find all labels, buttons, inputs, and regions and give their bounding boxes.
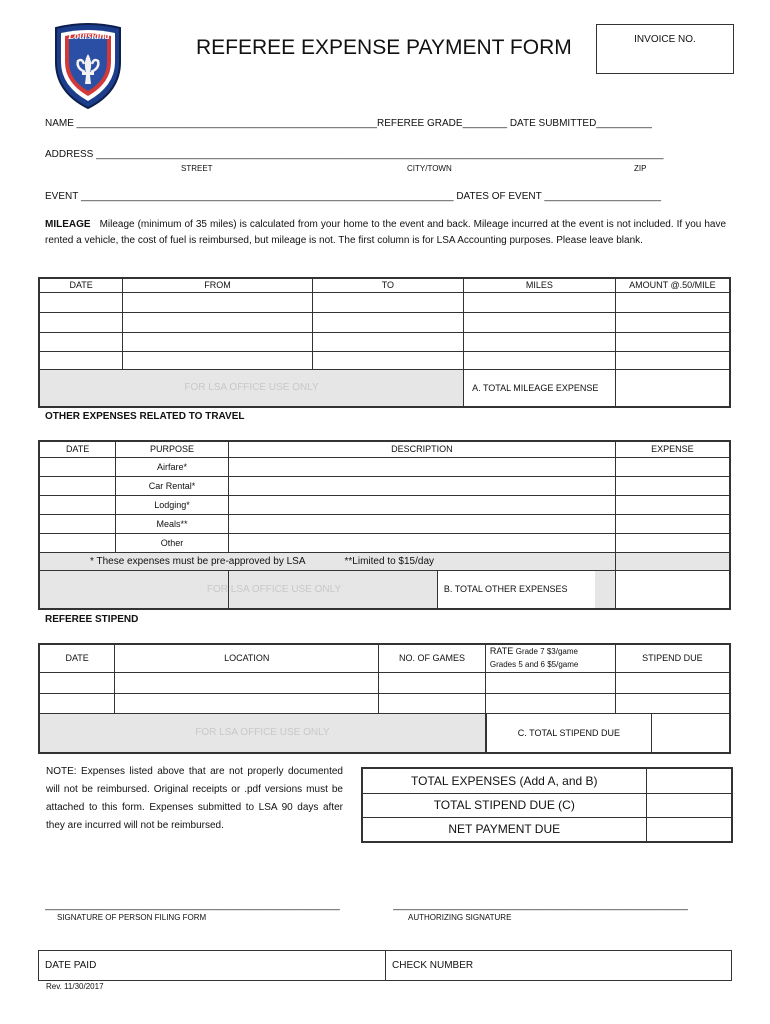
office-use-c: FOR LSA OFFICE USE ONLY	[39, 713, 485, 753]
invoice-box[interactable]	[596, 24, 734, 74]
street-label: STREET	[181, 164, 213, 173]
total-stipend-due-label: TOTAL STIPEND DUE (C)	[362, 793, 646, 817]
table-row[interactable]	[39, 672, 730, 693]
total-expenses-value[interactable]	[646, 768, 732, 793]
auth-signature-label: AUTHORIZING SIGNATURE	[408, 913, 512, 922]
mileage-text: Mileage (minimum of 35 miles) is calculated from your home to the event and back. Mileage incurred at the event is not included. If you have rented a vehicle, the cost of fuel is reimbursed, but mileage is not. The first column is for LSA Accounting purposes. Please leave blank.	[45, 219, 726, 246]
note-preapproved: * These expenses must be pre-approved by LSA	[90, 555, 305, 567]
table-row[interactable]	[39, 533, 730, 552]
total-other-label: B. TOTAL OTHER EXPENSES	[437, 571, 595, 608]
city-label: CITY/TOWN	[407, 164, 452, 173]
reimbursement-note: NOTE: Expenses listed above that are not properly documented will not be reimbursed. Original receipts or .pdf versions must be attached to this form. Expenses submitted to LSA 90 days after they are incurred will not be reimbursed.	[46, 766, 343, 831]
note-meals-limit: **Limited to $15/day	[344, 555, 435, 567]
col-stipend: STIPEND DUE	[615, 644, 730, 672]
totals-table	[361, 767, 733, 843]
address-line[interactable]: ADDRESS ______________________________________________________________________________________________________	[45, 149, 664, 160]
revision-date: Rev. 11/30/2017	[46, 982, 104, 991]
col-date: DATE	[39, 644, 115, 672]
table-row[interactable]	[39, 514, 730, 533]
col-date: DATE	[39, 441, 116, 457]
mileage-table	[38, 277, 731, 408]
col-miles: MILES	[464, 278, 616, 292]
col-from: FROM	[123, 278, 312, 292]
date-paid-field[interactable]: DATE PAID	[39, 951, 386, 981]
total-stipend-due-value[interactable]	[646, 793, 732, 817]
table-row[interactable]	[39, 495, 730, 514]
col-to: TO	[312, 278, 463, 292]
col-games: NO. OF GAMES	[379, 644, 486, 672]
office-use-b-left	[39, 570, 228, 609]
other-expenses-table	[38, 440, 731, 610]
table-row[interactable]	[39, 476, 730, 495]
check-number-field[interactable]: CHECK NUMBER	[386, 951, 732, 981]
col-description: DESCRIPTION	[228, 441, 615, 457]
total-other-value[interactable]	[615, 570, 730, 609]
table-row[interactable]	[39, 457, 730, 476]
office-use-b: FOR LSA OFFICE USE ONLY B. TOTAL OTHER EXPENSES	[228, 570, 615, 609]
purpose-meals: Meals**	[116, 514, 229, 533]
total-mileage-label: A. TOTAL MILEAGE EXPENSE	[464, 369, 616, 407]
purpose-other: Other	[116, 533, 229, 552]
stipend-table	[38, 643, 731, 754]
office-use-a: FOR LSA OFFICE USE ONLY	[39, 369, 464, 407]
filer-signature-line[interactable]: _____________________________________________________	[45, 900, 340, 911]
table-row[interactable]	[39, 292, 730, 312]
table-row[interactable]	[39, 332, 730, 351]
col-purpose: PURPOSE	[116, 441, 229, 457]
event-line[interactable]: EVENT ___________________________________________________________________ DATES OF EVENT _____________________	[45, 191, 662, 202]
net-payment-label: NET PAYMENT DUE	[362, 817, 646, 842]
purpose-car-rental: Car Rental*	[116, 476, 229, 495]
table-row[interactable]	[39, 312, 730, 332]
table-row[interactable]	[39, 351, 730, 369]
col-amount: AMOUNT @.50/MILE	[615, 278, 730, 292]
total-stipend-label: C. TOTAL STIPEND DUE	[486, 714, 651, 752]
col-rate: RATE Grade 7 $3/game Grades 5 and 6 $5/game	[485, 644, 615, 672]
logo-text: Louisiana	[68, 31, 110, 42]
auth-signature-line[interactable]: _____________________________________________________	[393, 900, 688, 911]
purpose-lodging: Lodging*	[116, 495, 229, 514]
total-mileage-value[interactable]	[615, 369, 730, 407]
net-payment-value[interactable]	[646, 817, 732, 842]
table-row[interactable]	[39, 693, 730, 713]
preapproval-note	[39, 552, 615, 570]
col-expense: EXPENSE	[615, 441, 730, 457]
filer-signature-label: SIGNATURE OF PERSON FILING FORM	[57, 913, 207, 922]
total-stipend-value[interactable]	[651, 714, 729, 752]
purpose-airfare: Airfare*	[116, 457, 229, 476]
payment-table	[38, 950, 732, 981]
mileage-heading: MILEAGE	[45, 219, 91, 230]
zip-label: ZIP	[634, 164, 647, 173]
col-date: DATE	[39, 278, 123, 292]
col-location: LOCATION	[115, 644, 379, 672]
form-title: REFEREE EXPENSE PAYMENT FORM	[196, 36, 572, 59]
lsa-logo	[52, 22, 124, 110]
total-expenses-label: TOTAL EXPENSES (Add A, and B)	[362, 768, 646, 793]
referee-stipend-heading: REFEREE STIPEND	[45, 614, 139, 625]
invoice-label: INVOICE NO.	[634, 34, 696, 45]
mileage-instructions	[45, 217, 726, 249]
name-line[interactable]: NAME ______________________________________________________REFEREE GRADE________ DATE SUBMITTED__________	[45, 118, 652, 129]
other-expenses-heading: OTHER EXPENSES RELATED TO TRAVEL	[45, 411, 245, 422]
